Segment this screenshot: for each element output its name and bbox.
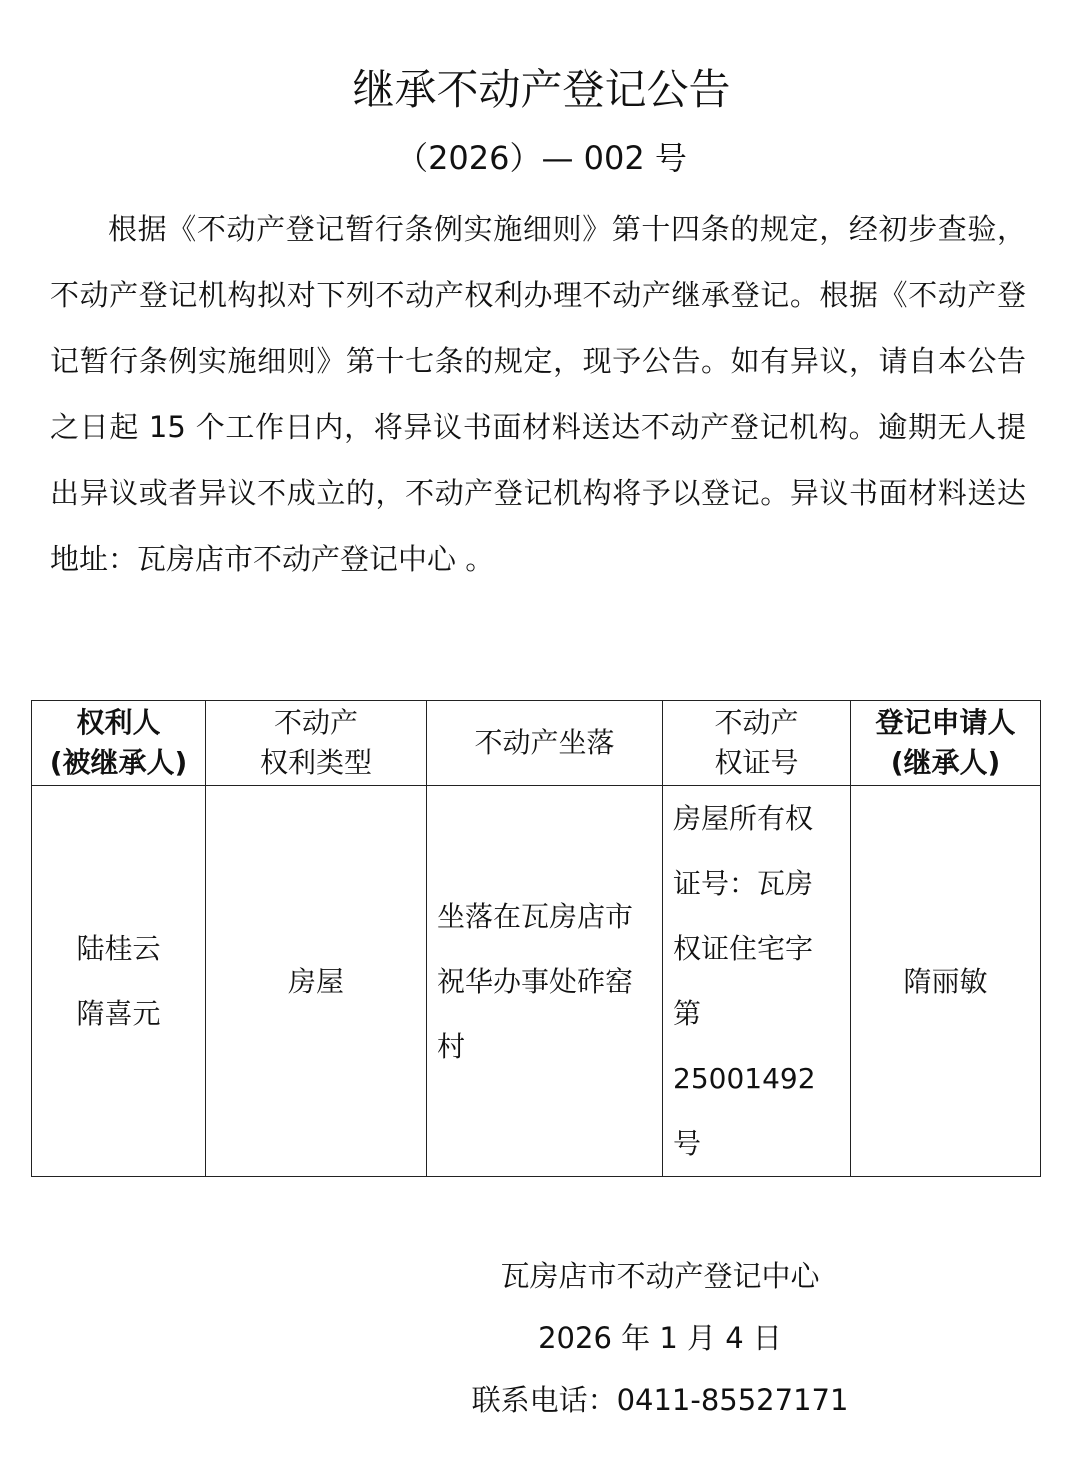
cell-right-type: 房屋 [206,786,427,1177]
document-title: 继承不动产登记公告 [352,65,731,114]
issue-date: 2026 年 1 月 4 日 [538,1321,782,1355]
issuer-name: 瓦房店市不动产登记中心 [500,1259,820,1293]
notice-table [31,700,1041,1177]
header-cert-no [663,701,851,786]
cell-applicant: 隋丽敏 [851,786,1041,1177]
owner-name-1: 陆桂云 [76,932,161,965]
owner-name-2: 隋喜元 [76,997,161,1030]
header-applicant-line2: (继承人) [890,746,1001,779]
header-location [427,701,663,786]
header-cert-no-line1: 不动产 [714,706,799,739]
header-applicant-line1: 登记申请人 [875,706,1016,739]
header-owner-line1: 权利人 [76,706,161,739]
header-right-type-line1: 不动产 [273,706,358,739]
document-number: （2026）— 002 号 [396,139,687,177]
table-header-row [32,701,1041,786]
header-cert-no-line2: 权证号 [714,746,799,779]
table-row [32,786,1041,1177]
header-right-type-line2: 权利类型 [259,746,372,779]
header-location-line1: 不动产坐落 [474,726,615,759]
header-owner [32,701,206,786]
cell-cert-no: 房屋所有权证号：瓦房权证住宅字第 25001492 号 [663,786,851,1177]
notice-body: 根据《不动产登记暂行条例实施细则》第十四条的规定，经初步查验，不动产登记机构拟对下列不动产权利办理不动产继承登记。根据《不动产登记暂行条例实施细则》第十七条的规定，现予公告。如有异议，请自本公告之日起 15 个工作日内，将异议书面材料送达不动产登记机构。逾期无人提出异议或者异议不成立的，不动产登记机构将予以登记。异议书面材料送达地址：瓦房店市不动产登记中心 。 [50,212,1026,576]
cell-owner [32,786,206,1177]
contact-phone: 联系电话：0411-85527171 [471,1383,849,1417]
cell-location: 坐落在瓦房店市祝华办事处砟窑村 [427,786,663,1177]
header-right-type [206,701,427,786]
header-applicant [851,701,1041,786]
header-owner-line2: (被继承人) [49,746,188,779]
